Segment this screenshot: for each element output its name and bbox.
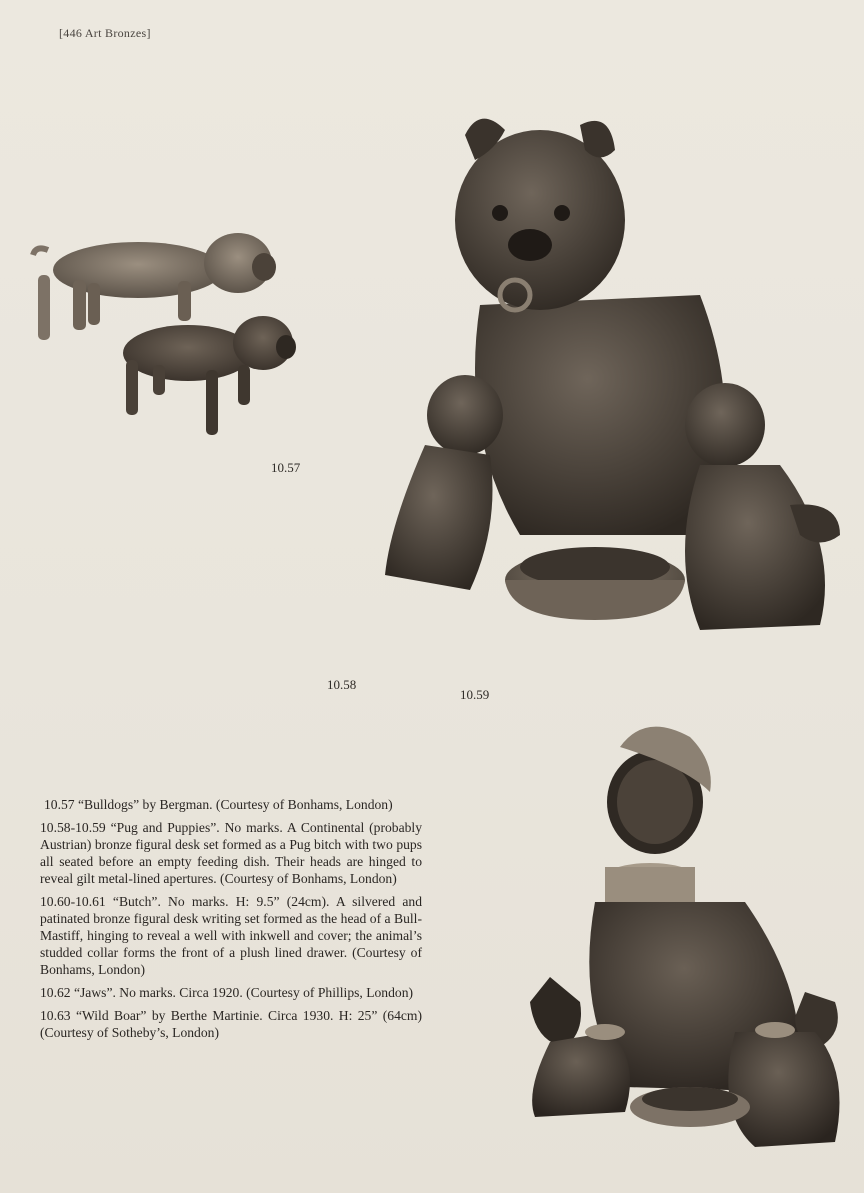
pug-open-heads-illustration — [515, 712, 860, 1162]
figure-label-10-59: 10.59 — [460, 687, 490, 702]
figure-label-10-58: 10.58 — [327, 677, 357, 692]
caption-10-63: 10.63 “Wild Boar” by Berthe Martinie. Circa 1930. H: 25” (64cm) (Courtesy of Sotheby’s, London) — [40, 1008, 422, 1040]
caption-10-57: 10.57 “Bulldogs” by Bergman. (Courtesy of Bonhams, London) — [44, 797, 393, 812]
photo-pug-open-heads — [515, 712, 860, 1162]
pug-and-puppies-illustration — [370, 105, 850, 650]
bulldogs-illustration — [28, 205, 308, 450]
caption-10-60-10-61: 10.60-10.61 “Butch”. No marks. H: 9.5” (24cm). A silvered and patinated bronze figural desk writing set formed as the head of a Bull-Mastiff, hinging to reveal a well with inkwell and cover; the animal’s studded collar forms the front of a plush lined drawer. (Courtesy of Bonhams, London) — [40, 894, 422, 977]
caption-block — [40, 796, 422, 1047]
photo-pug-and-puppies — [370, 105, 850, 650]
caption-10-58-10-59: 10.58-10.59 “Pug and Puppies”. No marks. A Continental (probably Austrian) bronze figural desk set formed as a Pug bitch with two pups all seated before an empty feeding dish. Their heads are hinged to reveal gilt metal-lined apertures. (Courtesy of Bonhams, London) — [40, 820, 422, 886]
running-head: [446 Art Bronzes] — [59, 26, 151, 40]
photo-bulldogs — [28, 205, 308, 450]
caption-10-62: 10.62 “Jaws”. No marks. Circa 1920. (Courtesy of Phillips, London) — [40, 985, 414, 1000]
figure-label-10-57: 10.57 — [271, 460, 301, 475]
